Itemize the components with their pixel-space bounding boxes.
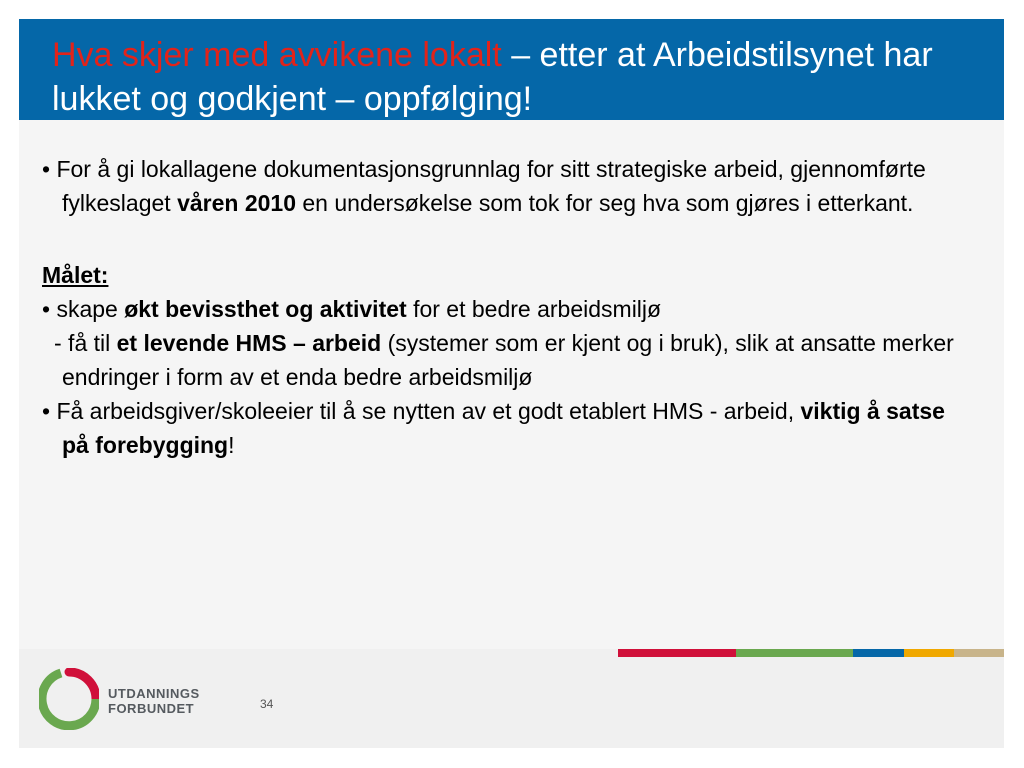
bullet-text: skape	[56, 296, 125, 322]
stripe-green	[736, 649, 853, 657]
slide-content	[42, 152, 962, 462]
bullet-text: Få arbeidsgiver/skoleeier til å se nytten av et godt etablert HMS - arbeid,	[56, 398, 801, 424]
bullet-marker: •	[42, 296, 51, 322]
logo-line-2: FORBUNDET	[108, 701, 195, 716]
bullet-text-bold: viktig å satse på forebygging	[62, 398, 945, 458]
bullet-item-1	[42, 152, 962, 220]
bullet-marker: •	[42, 398, 51, 424]
bullet-text: for et bedre arbeidsmiljø	[406, 296, 662, 322]
logo-line-1: UTDANNINGS	[108, 686, 200, 701]
bullet-text: For å gi lokallagene dokumentasjonsgrunnlag for sitt strategiske arbeid, gjennomførte fylkeslaget	[56, 156, 926, 216]
page-number: 34	[260, 697, 274, 711]
stripe-yellow	[904, 649, 954, 657]
stripe-blue	[853, 649, 904, 657]
slide-title	[52, 33, 992, 121]
sub-item-text-bold: et levende HMS – arbeid	[116, 330, 382, 356]
bullet-text: !	[228, 432, 235, 458]
bullet-marker: •	[42, 156, 51, 182]
stripe-tan	[954, 649, 1004, 657]
bullet-item-2	[42, 292, 962, 326]
sub-item-text: - få til	[54, 330, 117, 356]
bullet-text: en undersøkelse som tok for seg hva som gjøres i etterkant.	[296, 190, 914, 216]
logo-text	[108, 686, 200, 716]
sub-item-text: (systemer som er kjent og i bruk), slik at ansatte merker endringer i form av et enda bedre arbeidsmiljø	[62, 330, 954, 390]
stripe-red	[618, 649, 736, 657]
section-heading: Målet:	[42, 262, 109, 288]
slide-title-highlight: Hva skjer med avvikene lokalt	[52, 36, 502, 74]
title-bar	[19, 19, 1004, 120]
slide-title-rest: – etter at Arbeidstilsynet har lukket og godkjent – oppfølging!	[52, 36, 933, 118]
sub-item	[42, 326, 962, 394]
utdanningsforbundet-logo-icon	[39, 668, 99, 730]
bullet-text-bold: økt bevissthet og aktivitet	[124, 296, 407, 322]
bullet-item-3	[42, 394, 962, 462]
bullet-text-bold: våren 2010	[177, 190, 296, 216]
